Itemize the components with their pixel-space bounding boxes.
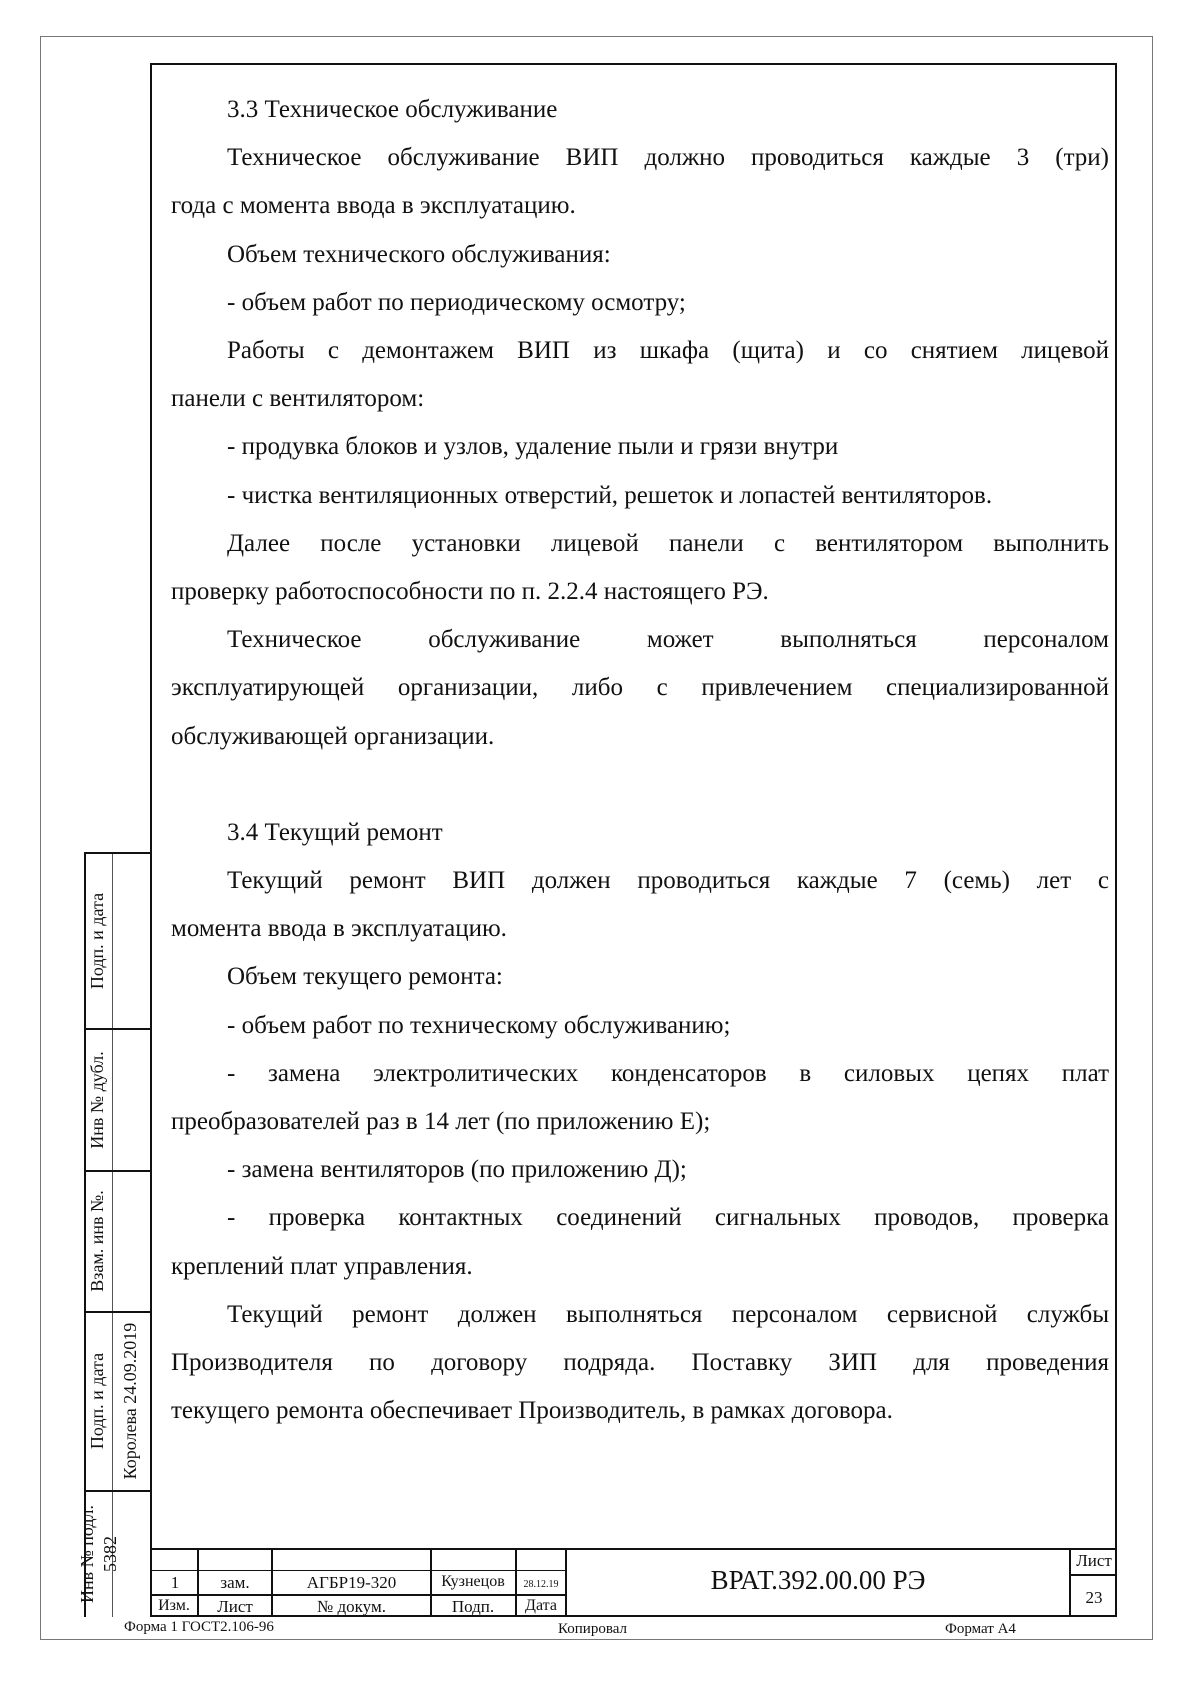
paragraph-line: момента ввода в эксплуатацию.	[171, 915, 507, 943]
header-dokum: № докум.	[317, 1597, 386, 1616]
paragraph-line: Техническое обслуживание ВИП должно проводиться каждые 3 (три)	[227, 144, 1109, 172]
document-code: ВРАТ.392.00.00 РЭ	[710, 1565, 926, 1595]
scope-label: Объем технического обслуживания:	[227, 240, 611, 268]
footer-copied: Копировал	[558, 1621, 627, 1637]
sheet-label: Лист	[1076, 1551, 1112, 1570]
paragraph-line: Техническое обслуживание может выполняться персоналом	[227, 626, 1109, 654]
change-doc-number: АГБР19-320	[306, 1573, 397, 1592]
inv-podl-value: 5382	[100, 1536, 120, 1572]
header-list: Лист	[217, 1597, 253, 1616]
section-heading-3-4: 3.4 Текущий ремонт	[227, 818, 443, 846]
label-vzam-inv: Взам. инв №.	[87, 1190, 107, 1292]
change-date: 28.12.19	[523, 1579, 559, 1590]
signer-date: Королева 24.09.2019	[120, 1322, 140, 1480]
header-data: Дата	[525, 1597, 557, 1614]
footer-format: Формат А4	[945, 1621, 1016, 1637]
paragraph-line: Текущий ремонт ВИП должен проводиться каждые 7 (семь) лет с	[227, 867, 1109, 895]
paragraph-line: обслуживающей организации.	[171, 722, 495, 750]
sheet-number: 23	[1085, 1588, 1103, 1607]
change-number: 1	[170, 1573, 180, 1592]
change-signer: Кузнецов	[441, 1573, 505, 1590]
paragraph-line: Далее после установки лицевой панели с вентилятором выполнить	[227, 529, 1109, 557]
footer-form: Форма 1 ГОСТ2.106-96	[124, 1619, 274, 1635]
document-body	[171, 86, 1109, 1435]
list-item: - чистка вентиляционных отверстий, решеток и лопастей вентиляторов.	[227, 481, 993, 509]
paragraph-line: Работы с демонтажем ВИП из шкафа (щита) и со снятием лицевой	[227, 337, 1109, 365]
list-item: креплений плат управления.	[171, 1252, 473, 1280]
header-podp: Подп.	[451, 1597, 495, 1616]
label-podp-i-data: Подп. и дата	[87, 892, 107, 990]
header-izm: Изм.	[158, 1597, 190, 1614]
paragraph-line: проверку работоспособности по п. 2.2.4 настоящего РЭ.	[171, 578, 769, 606]
list-item: - замена электролитических конденсаторов в силовых цепях плат	[227, 1059, 1109, 1087]
paragraph-line: текущего ремонта обеспечивает Производитель, в рамках договора.	[171, 1397, 893, 1425]
paragraph-line: года с момента ввода в эксплуатацию.	[171, 192, 576, 220]
paragraph-line: панели с вентилятором:	[171, 385, 425, 413]
list-item: преобразователей раз в 14 лет (по приложению Е);	[171, 1108, 711, 1136]
paragraph-line: Производителя по договору подряда. Поставку ЗИП для проведения	[171, 1349, 1109, 1377]
list-item: - объем работ по техническому обслуживанию;	[227, 1011, 731, 1039]
scope-label: Объем текущего ремонта:	[227, 963, 503, 991]
list-item: - проверка контактных соединений сигнальных проводов, проверка	[227, 1204, 1109, 1232]
paragraph-line: Текущий ремонт должен выполняться персоналом сервисной службы	[227, 1300, 1109, 1328]
list-item: - объем работ по периодическому осмотру;	[227, 288, 686, 316]
label-inv-dubl: Инв № дубл.	[87, 1051, 107, 1149]
change-type: зам.	[220, 1573, 250, 1592]
paragraph-line: эксплуатирующей организации, либо с привлечением специализированной	[171, 674, 1109, 702]
label-podp-i-data-2: Подп. и дата	[87, 1352, 107, 1450]
list-item: - продувка блоков и узлов, удаление пыли и грязи внутри	[227, 433, 839, 461]
section-heading-3-3: 3.3 Техническое обслуживание	[227, 96, 558, 123]
label-inv-podl: Инв № подл.	[77, 1504, 97, 1604]
list-item: - замена вентиляторов (по приложению Д);	[227, 1156, 687, 1184]
